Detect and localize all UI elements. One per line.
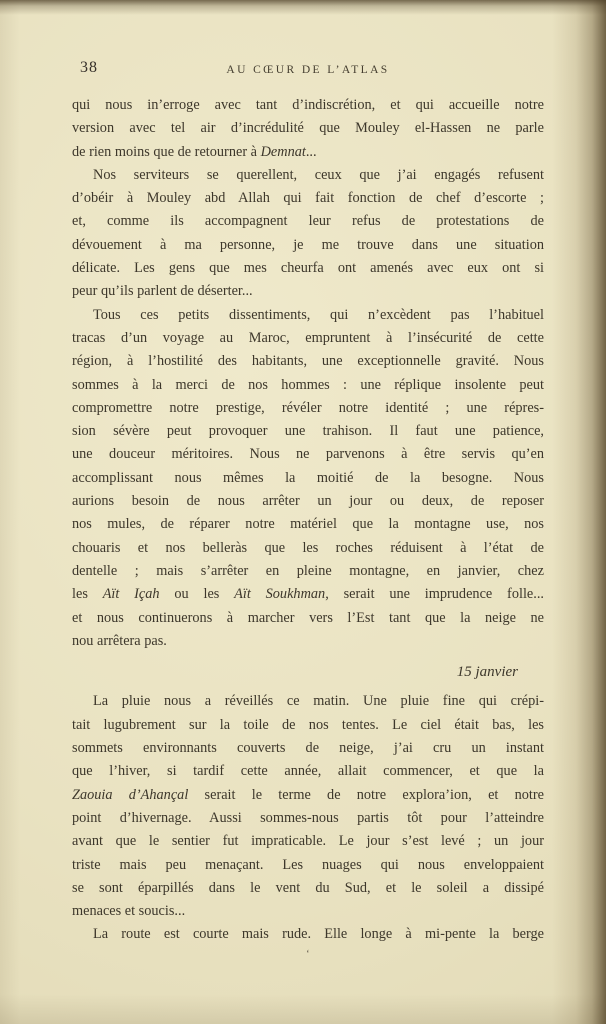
text-segment: sommes à la merci de nos hommes : une réplique insolente peut bbox=[72, 376, 544, 393]
text-line bbox=[72, 304, 544, 327]
text-segment: chouaris et nos belleràs que les roches réduisent à l’état de bbox=[72, 539, 544, 556]
text-segment: peur qu’ils parlent de déserter... bbox=[72, 283, 253, 300]
text-line bbox=[72, 583, 544, 606]
text-segment: d’obéir à Mouley abd Allah qui fait fonction de chef d’escorte ; bbox=[72, 190, 544, 207]
text-segment: compromettre notre prestige, révéler notre identité ; une répres- bbox=[72, 399, 544, 416]
text-line bbox=[72, 374, 544, 397]
text-segment: La pluie nous a réveillés ce matin. Une pluie fine qui crépi- bbox=[93, 693, 544, 710]
text-line bbox=[72, 467, 544, 490]
page-number: 38 bbox=[80, 59, 98, 76]
date-heading: 15 janvier bbox=[456, 664, 518, 681]
italic-text-segment: Aït Içah bbox=[102, 586, 160, 603]
text-line bbox=[72, 737, 544, 760]
text-segment: Nos serviteurs se querellent, ceux que j’ai engagés refusent bbox=[93, 166, 544, 183]
text-line bbox=[72, 537, 544, 560]
text-segment: tracas d’un voyage au Maroc, empruntent à l’insécurité de cette bbox=[72, 329, 544, 346]
text-line bbox=[72, 327, 544, 350]
italic-text-segment: Zaouia d’Ahançal bbox=[72, 786, 189, 803]
text-segment: nos mules, de réparer notre matériel que la montagne use, nos bbox=[72, 516, 544, 533]
text-line bbox=[72, 760, 544, 783]
running-title: AU CŒUR DE L’ATLAS bbox=[226, 64, 390, 76]
text-line bbox=[72, 900, 544, 923]
text-line bbox=[72, 877, 544, 900]
text-line bbox=[72, 443, 544, 466]
text-line bbox=[72, 117, 544, 140]
text-line bbox=[72, 490, 544, 513]
text-segment: délicate. Les gens que mes cheurfa ont amenés avec eux ont si bbox=[72, 260, 544, 277]
text-segment: et nous continuerons à marcher vers l’Est tant que la neige ne bbox=[72, 609, 544, 626]
text-segment: menaces et soucis... bbox=[72, 903, 186, 920]
text-line bbox=[72, 630, 544, 653]
text-line bbox=[72, 513, 544, 536]
text-segment: ... bbox=[305, 143, 317, 160]
page-body bbox=[72, 94, 544, 947]
text-segment: et, comme ils accompagnent leur refus de protestations de bbox=[72, 213, 544, 230]
text-line bbox=[72, 94, 544, 117]
text-line bbox=[72, 807, 544, 830]
text-line bbox=[72, 784, 544, 807]
text-line bbox=[72, 397, 544, 420]
text-segment: les bbox=[72, 586, 103, 603]
text-segment: sommets environnants couverts de neige, j’ai cru un instant bbox=[72, 740, 544, 757]
text-segment: nou arrêtera pas. bbox=[72, 632, 167, 649]
text-line bbox=[72, 350, 544, 373]
text-line bbox=[72, 280, 544, 303]
text-segment: dentelle ; mais s’arrêter en pleine montagne, en janvier, chez bbox=[72, 562, 544, 579]
text-line bbox=[72, 420, 544, 443]
text-line bbox=[72, 607, 544, 630]
text-segment: de rien moins que de retourner à bbox=[72, 143, 261, 160]
text-segment: avant que le sentier fut impraticable. Le jour s’est levé ; un jour bbox=[72, 833, 544, 850]
text-line bbox=[72, 714, 544, 737]
text-line bbox=[72, 234, 544, 257]
text-line bbox=[72, 923, 544, 946]
text-segment: sion sévère peut provoquer une trahison. Il faut une patience, bbox=[72, 423, 544, 440]
text-segment: tait lugubrement sur la toile de nos tentes. Le ciel était bas, les bbox=[72, 716, 544, 733]
italic-text-segment: Demnat bbox=[260, 143, 306, 160]
text-line bbox=[72, 257, 544, 280]
text-line bbox=[72, 560, 544, 583]
text-segment: accomplissant nous mêmes la moitié de la besogne. Nous bbox=[72, 469, 544, 486]
text-segment: point d’hivernage. Aussi sommes-nous partis tôt pour l’atteindre bbox=[72, 809, 544, 826]
text-segment: qui nous in’erroge avec tant d’indiscrétion, et qui accueille notre bbox=[72, 97, 544, 113]
text-segment: version avec tel air d’incrédulité que Mouley el-Hassen ne parle bbox=[72, 120, 544, 137]
text-segment: une douceur méritoires. Nous ne parvenons à être servis qu’en bbox=[72, 446, 544, 463]
text-segment: triste mais peu menaçant. Les nuages qui nous enveloppaient bbox=[72, 856, 544, 873]
text-segment: dévouement à ma personne, je me trouve dans une situation bbox=[72, 236, 544, 253]
text-segment: , serait une imprudence folle... bbox=[325, 586, 544, 603]
text-line bbox=[72, 690, 544, 713]
text-line bbox=[72, 854, 544, 877]
text-segment: aurions besoin de nous arrêter un jour ou deux, de reposer bbox=[72, 493, 544, 510]
text-line bbox=[72, 830, 544, 853]
text-line bbox=[72, 187, 544, 210]
text-segment: ou les bbox=[159, 586, 235, 603]
ink-speck: ‘ bbox=[306, 948, 310, 960]
text-segment: région, à l’hostilité des habitants, une exceptionnelle gravité. Nous bbox=[72, 353, 544, 370]
text-segment: que l’hiver, si tardif cette année, allait commencer, et que la bbox=[72, 763, 544, 780]
text-segment: La route est courte mais rude. Elle longe à mi-pente la berge bbox=[93, 926, 544, 943]
text-line bbox=[72, 164, 544, 187]
text-line bbox=[72, 141, 544, 164]
text-segment: serait le terme de notre explora’ion, et notre bbox=[188, 786, 544, 803]
text-segment: se sont éparpillés dans le vent du Sud, et le soleil a dissipé bbox=[72, 879, 544, 896]
text-segment: Tous ces petits dissentiments, qui n’excèdent pas l’habituel bbox=[93, 306, 544, 323]
italic-text-segment: Aït Soukhman bbox=[234, 586, 326, 603]
text-line bbox=[72, 210, 544, 233]
